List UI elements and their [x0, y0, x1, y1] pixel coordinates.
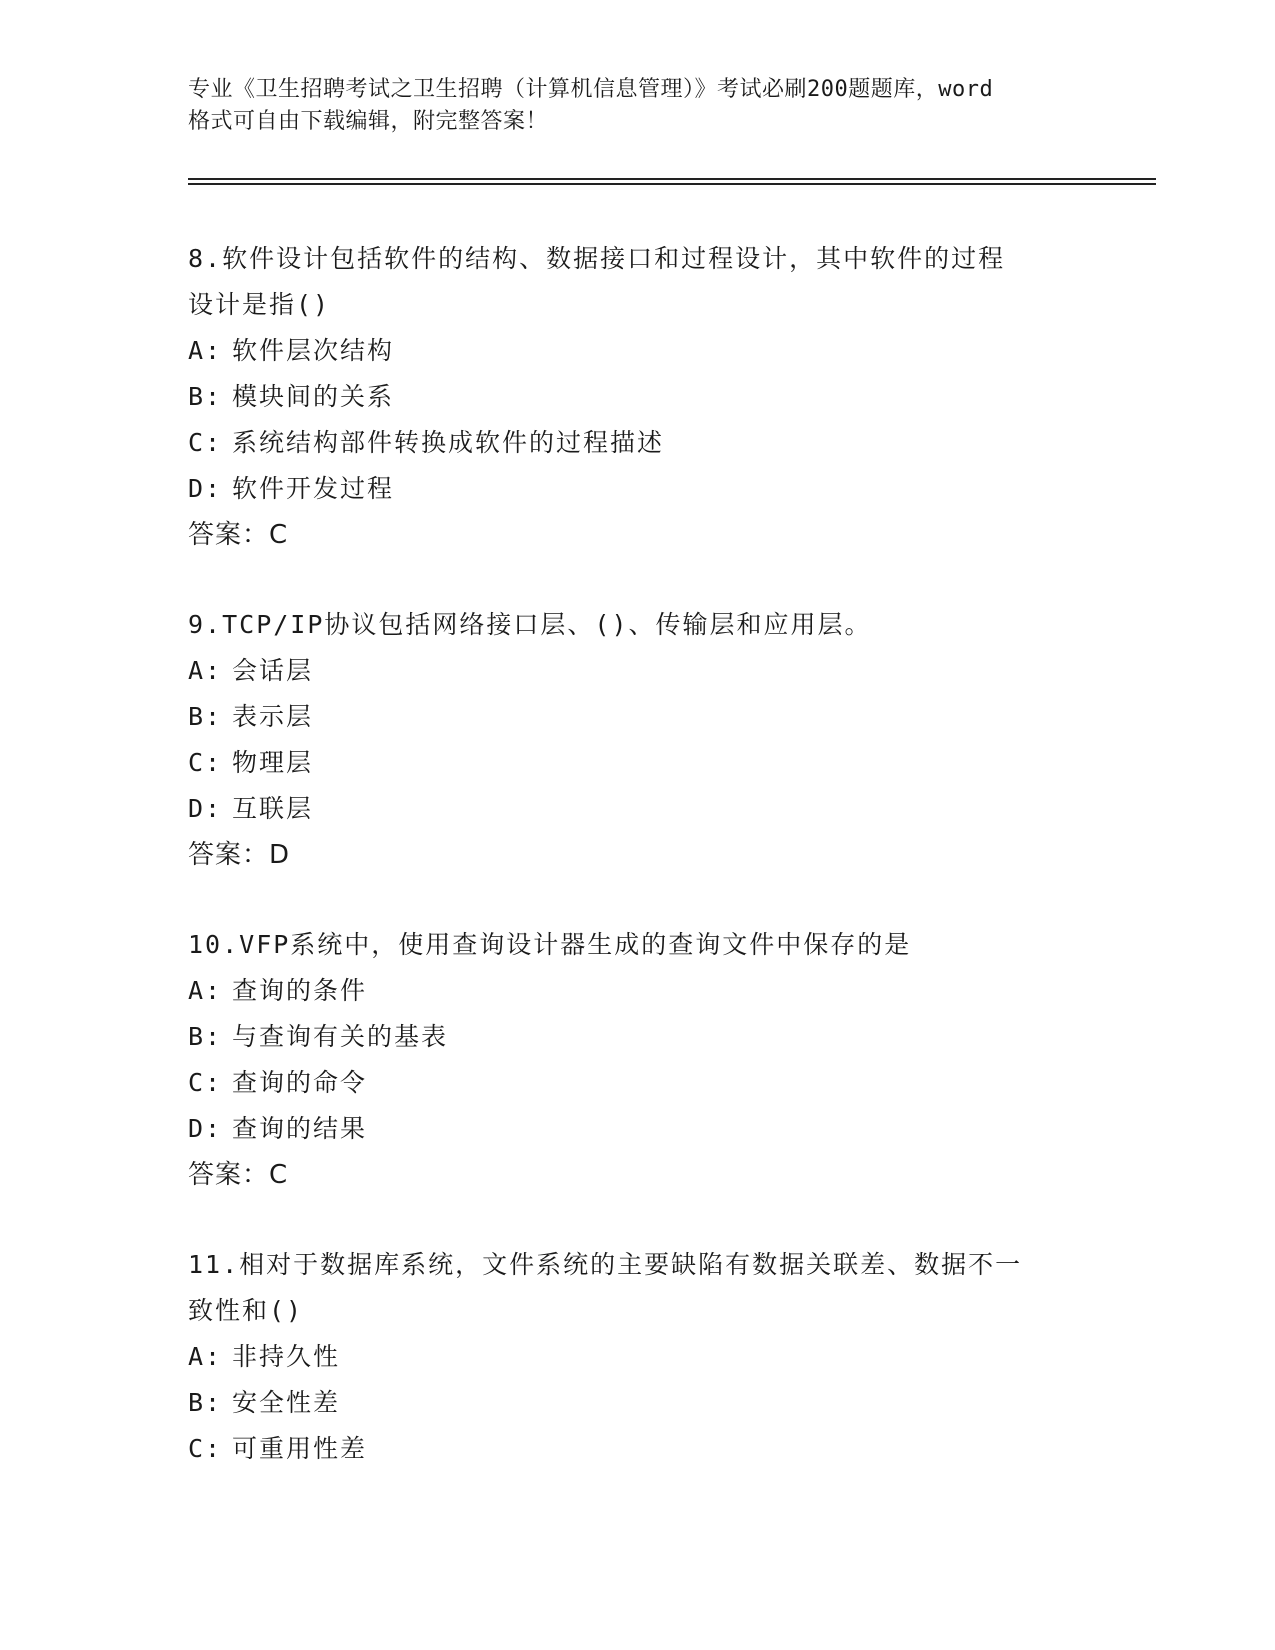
option-text: 表示层	[232, 702, 314, 731]
document-header	[188, 74, 1088, 138]
option-d	[188, 1106, 1088, 1152]
option-text: 会话层	[232, 656, 314, 685]
option-b	[188, 1380, 1088, 1426]
option-d	[188, 466, 1088, 512]
option-a	[188, 648, 1088, 694]
question-8	[188, 236, 1088, 558]
option-text: 软件层次结构	[232, 336, 395, 365]
question-11	[188, 1242, 1088, 1472]
header-line-2: 格式可自由下载编辑，附完整答案！	[188, 109, 549, 134]
header-divider-top	[188, 178, 1156, 180]
option-c	[188, 1426, 1088, 1472]
option-a	[188, 1334, 1088, 1380]
option-key: B:	[188, 382, 223, 411]
option-text: 查询的条件	[232, 976, 368, 1005]
option-c	[188, 1060, 1088, 1106]
question-stem: 9.TCP/IP协议包括网络接口层、()、传输层和应用层。	[188, 610, 872, 639]
question-stem: 11.相对于数据库系统，文件系统的主要缺陷有数据关联差、数据不一	[188, 1250, 1023, 1279]
option-b	[188, 1014, 1088, 1060]
option-text: 软件开发过程	[232, 474, 395, 503]
option-b	[188, 694, 1088, 740]
option-key: D:	[188, 1114, 223, 1143]
option-text: 系统结构部件转换成软件的过程描述	[232, 428, 665, 457]
option-key: B:	[188, 702, 223, 731]
answer: 答案：D	[188, 840, 291, 870]
option-key: C:	[188, 1434, 223, 1463]
question-9	[188, 602, 1088, 878]
answer: 答案：C	[188, 520, 289, 550]
option-key: C:	[188, 1068, 223, 1097]
option-key: A:	[188, 336, 223, 365]
option-text: 可重用性差	[232, 1434, 368, 1463]
question-stem: 8.软件设计包括软件的结构、数据接口和过程设计，其中软件的过程	[188, 244, 1006, 273]
question-stem-continued: 致性和()	[188, 1296, 304, 1325]
question-stem: 10.VFP系统中，使用查询设计器生成的查询文件中保存的是	[188, 930, 912, 959]
header-line-1: 专业《卫生招聘考试之卫生招聘（计算机信息管理）》考试必刷200题题库，word	[188, 77, 994, 102]
option-key: A:	[188, 656, 223, 685]
option-c	[188, 740, 1088, 786]
option-key: D:	[188, 794, 223, 823]
option-text: 模块间的关系	[232, 382, 395, 411]
option-key: B:	[188, 1022, 223, 1051]
option-key: D:	[188, 474, 223, 503]
option-text: 非持久性	[232, 1342, 341, 1371]
question-stem-continued: 设计是指()	[188, 290, 331, 319]
question-list	[188, 236, 1088, 1516]
option-b	[188, 374, 1088, 420]
option-a	[188, 968, 1088, 1014]
option-key: C:	[188, 428, 223, 457]
option-text: 查询的结果	[232, 1114, 368, 1143]
option-text: 物理层	[232, 748, 314, 777]
option-text: 与查询有关的基表	[232, 1022, 449, 1051]
option-a	[188, 328, 1088, 374]
option-key: B:	[188, 1388, 223, 1417]
header-divider-bottom	[188, 183, 1156, 185]
answer: 答案：C	[188, 1160, 289, 1190]
question-10	[188, 922, 1088, 1198]
option-key: A:	[188, 976, 223, 1005]
option-text: 安全性差	[232, 1388, 341, 1417]
option-text: 查询的命令	[232, 1068, 368, 1097]
option-d	[188, 786, 1088, 832]
option-key: C:	[188, 748, 223, 777]
option-key: A:	[188, 1342, 223, 1371]
option-c	[188, 420, 1088, 466]
option-text: 互联层	[232, 794, 314, 823]
